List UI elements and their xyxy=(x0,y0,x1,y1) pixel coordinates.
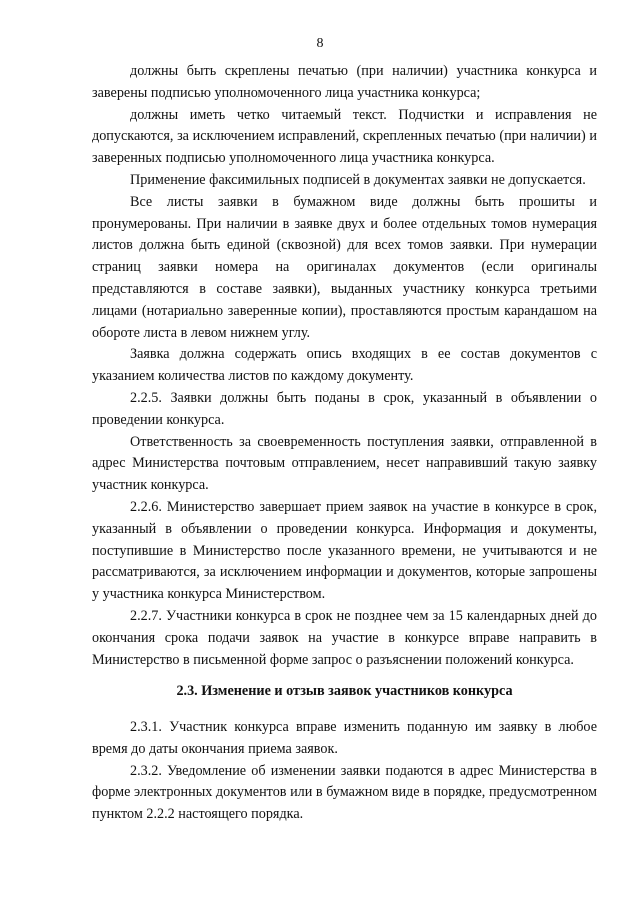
paragraph-sheets-numbering: Все листы заявки в бумажном виде должны быть прошиты и пронумерованы. При наличии в заявке двух и более отдельных томов нумерация листов должна быть единой (сквозной) для всех томов заявки. При нумерации страниц заявки номера на оригиналах документов (если оригиналы представляются в составе заявки), выданных участнику конкурса третьими лицами (нотариально заверенные копии), проставляются простым карандашом на обороте листа в левом нижнем углу. xyxy=(92,193,597,341)
page-number: 8 xyxy=(316,36,324,51)
paragraph-2-2-5: 2.2.5. Заявки должны быть поданы в срок, указанный в объявлении о проведении конкурса. xyxy=(92,389,597,428)
paragraph-2-3-1: 2.3.1. Участник конкурса вправе изменить поданную им заявку в любое время до даты окончания приема заявок. xyxy=(92,719,597,757)
paragraph-inventory: Заявка должна содержать опись входящих в ее состав документов с указанием количества листов по каждому документу. xyxy=(92,346,597,385)
paragraph-responsibility: Ответственность за своевременность поступления заявки, отправленной в адрес Министерства почтовым отправлением, несет направивший такую заявку участник конкурса. xyxy=(92,433,597,494)
paragraph-2-2-7: 2.2.7. Участники конкурса в срок не позднее чем за 15 календарных дней до окончания срока подачи заявок на участие в конкурсе вправе направить в Министерство в письменной форме запрос о разъяснении положений конкурса. xyxy=(92,607,597,668)
body-text-top xyxy=(92,61,597,671)
paragraph-sealed-signed: должны быть скреплены печатью (при наличии) участника конкурса и заверены подписью уполномоченного лица участника конкурса; xyxy=(92,63,597,101)
section-heading: 2.3. Изменение и отзыв заявок участников конкурса xyxy=(176,683,513,699)
paragraph-facsimile: Применение факсимильных подписей в документах заявки не допускается. xyxy=(130,171,586,188)
paragraph-2-3-2: 2.3.2. Уведомление об изменении заявки подаются в адрес Министерства в форме электронных документов или в бумажном виде в порядке, предусмотренном пунктом 2.2.2 настоящего порядка. xyxy=(92,762,597,823)
body-text-bottom xyxy=(92,717,597,826)
paragraph-readable-text: должны иметь четко читаемый текст. Подчистки и исправления не допускаются, за исключением исправлений, скрепленных печатью (при наличии) и заверенных подписью уполномоченного лица участника конкурса. xyxy=(92,106,597,167)
paragraph-2-2-6: 2.2.6. Министерство завершает прием заявок на участие в конкурсе в срок, указанный в объявлении о проведении конкурса. Информация и документы, поступившие в Министерство после указанного времени, не учитываются и не рассматриваются, за исключением информации и документов, которые запрошены у участника конкурса Министерством. xyxy=(92,498,597,603)
